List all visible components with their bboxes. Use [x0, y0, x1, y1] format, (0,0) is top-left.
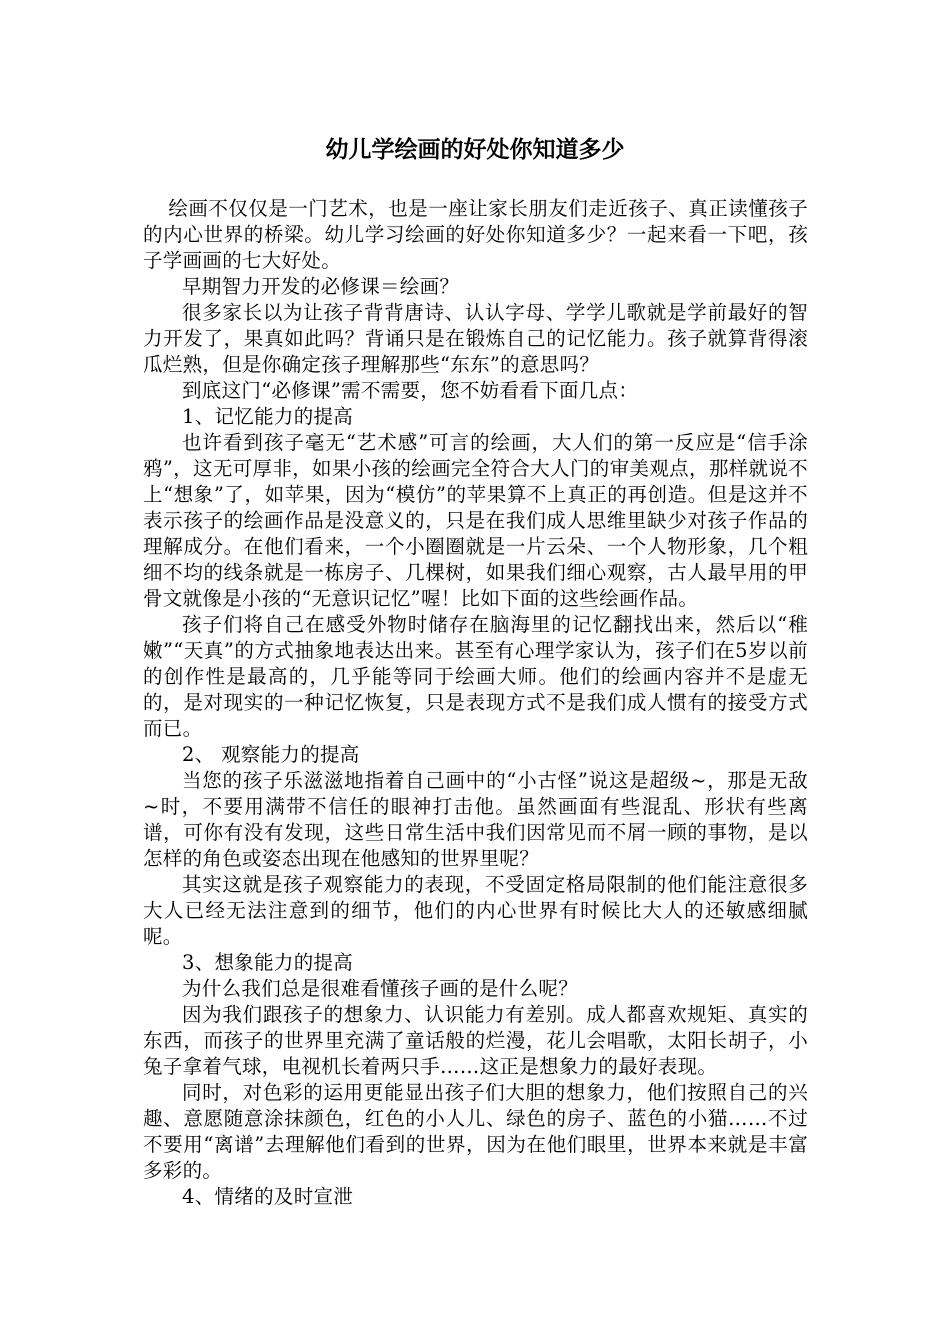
document-body — [143, 196, 808, 1210]
section-heading-memory: 1、记忆能力的提高 — [182, 405, 354, 428]
body-paragraph: 为什么我们总是很难看懂孩子画的是什么呢？ — [182, 977, 579, 1000]
section-heading-observation: 2、 观察能力的提高 — [182, 743, 360, 766]
document-title: 幼儿学绘画的好处你知道多少 — [325, 136, 625, 163]
body-paragraph: 当您的孩子乐滋滋地指着自己画中的“小古怪”说这是超级~，那是无敌~时，不要用满带不信任的眼神打击他。虽然画面有些混乱、形状有些离谱，可你有没有发现，这些日常生活中我们因常见而不屑一顾的事物，是以怎样的角色或姿态出现在他感知的世界里呢？ — [143, 769, 808, 870]
body-paragraph: 因为我们跟孩子的想象力、认识能力有差别。成人都喜欢规矩、真实的东西，而孩子的世界里充满了童话般的烂漫，花儿会唱歌，太阳长胡子，小兔子拿着气球，电视机长着两只手……这正是想象力的最好表现。 — [143, 1003, 808, 1078]
intro-paragraph: 绘画不仅仅是一门艺术，也是一座让家长朋友们走近孩子、真正读懂孩子的内心世界的桥梁。幼儿学习绘画的好处你知道多少？一起来看一下吧，孩子学画画的七大好处。 — [143, 197, 808, 272]
section-heading-imagination: 3、想象能力的提高 — [182, 951, 354, 974]
section-heading-emotion: 4、情绪的及时宣泄 — [182, 1185, 354, 1208]
body-paragraph: 也许看到孩子毫无“艺术感”可言的绘画，大人们的第一反应是“信手涂鸦”，这无可厚非，如果小孩的绘画完全符合大人门的审美观点，那样就说不上“想象”了，如苹果，因为“模仿”的苹果算不上真正的再创造。但是这并不表示孩子的绘画作品是没意义的，只是在我们成人思维里缺少对孩子作品的理解成分。在他们看来，一个小圈圈就是一片云朵、一个人物形象，几个粗细不均的线条就是一栋房子、几棵树，如果我们细心观察，古人最早用的甲骨文就像是小孩的“无意识记忆”喔！比如下面的这些绘画作品。 — [143, 431, 808, 610]
body-paragraph: 很多家长以为让孩子背背唐诗、认认字母、学学儿歌就是学前最好的智力开发了，果真如此吗？背诵只是在锻炼自己的记忆能力。孩子就算背得滚瓜烂熟，但是你确定孩子理解那些“东东”的意思吗？ — [143, 301, 808, 376]
body-paragraph: 到底这门“必修课”需不需要，您不妨看看下面几点： — [182, 379, 639, 402]
section-question: 早期智力开发的必修课＝绘画？ — [182, 275, 460, 298]
body-paragraph: 其实这就是孩子观察能力的表现，不受固定格局限制的他们能注意很多大人已经无法注意到的细节，他们的内心世界有时候比大人的还敏感细腻呢。 — [143, 873, 808, 948]
body-paragraph: 孩子们将自己在感受外物时储存在脑海里的记忆翻找出来，然后以“稚嫩”“天真”的方式抽象地表达出来。甚至有心理学家认为，孩子们在5岁以前的创作性是最高的，几乎能等同于绘画大师。他们的绘画内容并不是虚无的，是对现实的一种记忆恢复，只是表现方式不是我们成人惯有的接受方式而已。 — [143, 613, 808, 740]
body-paragraph: 同时，对色彩的运用更能显出孩子们大胆的想象力，他们按照自己的兴趣、意愿随意涂抹颜色，红色的小人儿、绿色的房子、蓝色的小猫……不过不要用“离谱”去理解他们看到的世界，因为在他们眼里，世界本来就是丰富多彩的。 — [143, 1081, 808, 1182]
